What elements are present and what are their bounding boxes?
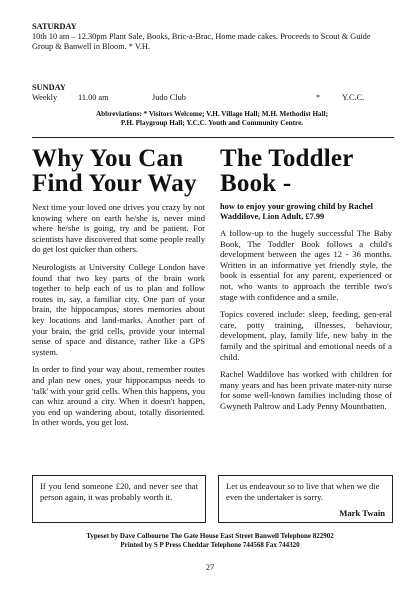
- abbreviations-note: [32, 110, 392, 129]
- event-date: Weekly: [32, 93, 58, 103]
- event-time: 11.00 am: [78, 93, 109, 103]
- article-paragraph: A follow-up to the hugely successful The Baby Book, The Toddler Book follows a child's development between the ages 12 - 36 months. Written in an informative yet friendly style, the book is essential for any parent, experienced or not, who wants to approach the terrible two's stage with confidence and a smile.: [220, 228, 392, 302]
- filler-quote-box: [32, 475, 206, 523]
- event-row: [32, 93, 392, 103]
- abbreviations-line: P.H. Playgroup Hall; Y.C.C. Youth and Community Centre.: [120, 119, 304, 128]
- quote-author: Mark Twain: [339, 508, 385, 519]
- event-row: [32, 32, 392, 73]
- printer-credit: Printed by S P Press Cheddar Telephone 744568 Fax 744320: [120, 541, 300, 549]
- article-paragraph: Rachel Waddilove has worked with children for many years and has been private mater-nity nurse for some well-known families including those of Gwyneth Paltrow and Lady Penny Mountbatten.: [220, 369, 392, 411]
- article-toddler-book: [220, 146, 392, 419]
- article-paragraph: Neurologists at University College London have found that two key parts of the brain work together to help each of us to plan and follow routes in, say, a familiar city. One part of your brain, the hippocampus, stores memories about key locations and land-marks. Another part of your brain, the grid cells, provide your internal sense of space and distance, rather like a GPS system.: [32, 261, 205, 357]
- page-number: 27: [205, 562, 215, 572]
- article-headline: Why You Can Find Your Way: [32, 145, 197, 197]
- twain-quote-box: [218, 475, 393, 523]
- article-paragraph: Next time your loved one drives you crazy by not knowing where on earth he/she is, never mind where he/she is going, try and be patient. For scientists have discovered that some people really do get lost quicker than others.: [32, 202, 205, 255]
- section-divider: [32, 137, 394, 138]
- day-heading-saturday: SATURDAY: [32, 22, 77, 31]
- visitors-welcome-star: *: [316, 93, 321, 103]
- typesetter-credit: Typeset by Dave Colbourne The Gate House East Street Banwell Telephone 822902: [86, 532, 334, 540]
- article-headline: The Toddler Book -: [220, 145, 354, 197]
- article-paragraph: Topics covered include: sleep, feeding, gen-eral care, potty training, illnesses, behaviour, development, play, family life, new baby in the family and the spiritual and emotional needs of a child.: [220, 309, 392, 362]
- quote-text: If you lend someone £20, and never see that person again, it was probably worth it.: [40, 481, 198, 502]
- event-venue: Y.C.C.: [342, 93, 365, 103]
- day-heading-sunday: SUNDAY: [32, 83, 66, 93]
- event-description: Plant Sale, Books, Bric-a-Brac, Home made cakes. Proceeds to Scout & Guide Group & Banwell in Bloom.: [32, 32, 371, 52]
- event-date: 10th: [32, 32, 47, 42]
- events-listing: [32, 22, 392, 129]
- abbreviations-line: Abbreviations: * Visitors Welcome; V.H. Village Hall; M.H. Methodist Hall;: [95, 109, 329, 118]
- book-subheading: how to enjoy your growing child by Rachel Waddilove, Lion Adult, £7.99: [220, 202, 374, 221]
- quote-text: Let us endeavour so to live that when we die even the undertaker is sorry.: [226, 481, 380, 502]
- event-description: Judo Club: [152, 93, 186, 103]
- event-venue: V.H.: [134, 42, 150, 52]
- article-find-your-way: [32, 146, 205, 435]
- article-paragraph: In order to find your way about, remember routes and plan new ones, your hippocampus needs to 'talk' with your grid cells. When this happens, you can whiz around a city. When it doesn't happen, you end up wandering about, totally disoriented. In other words, you get lost.: [32, 364, 205, 428]
- visitors-welcome-star: *: [128, 42, 133, 52]
- event-time: 10 am – 12.30pm: [48, 32, 107, 42]
